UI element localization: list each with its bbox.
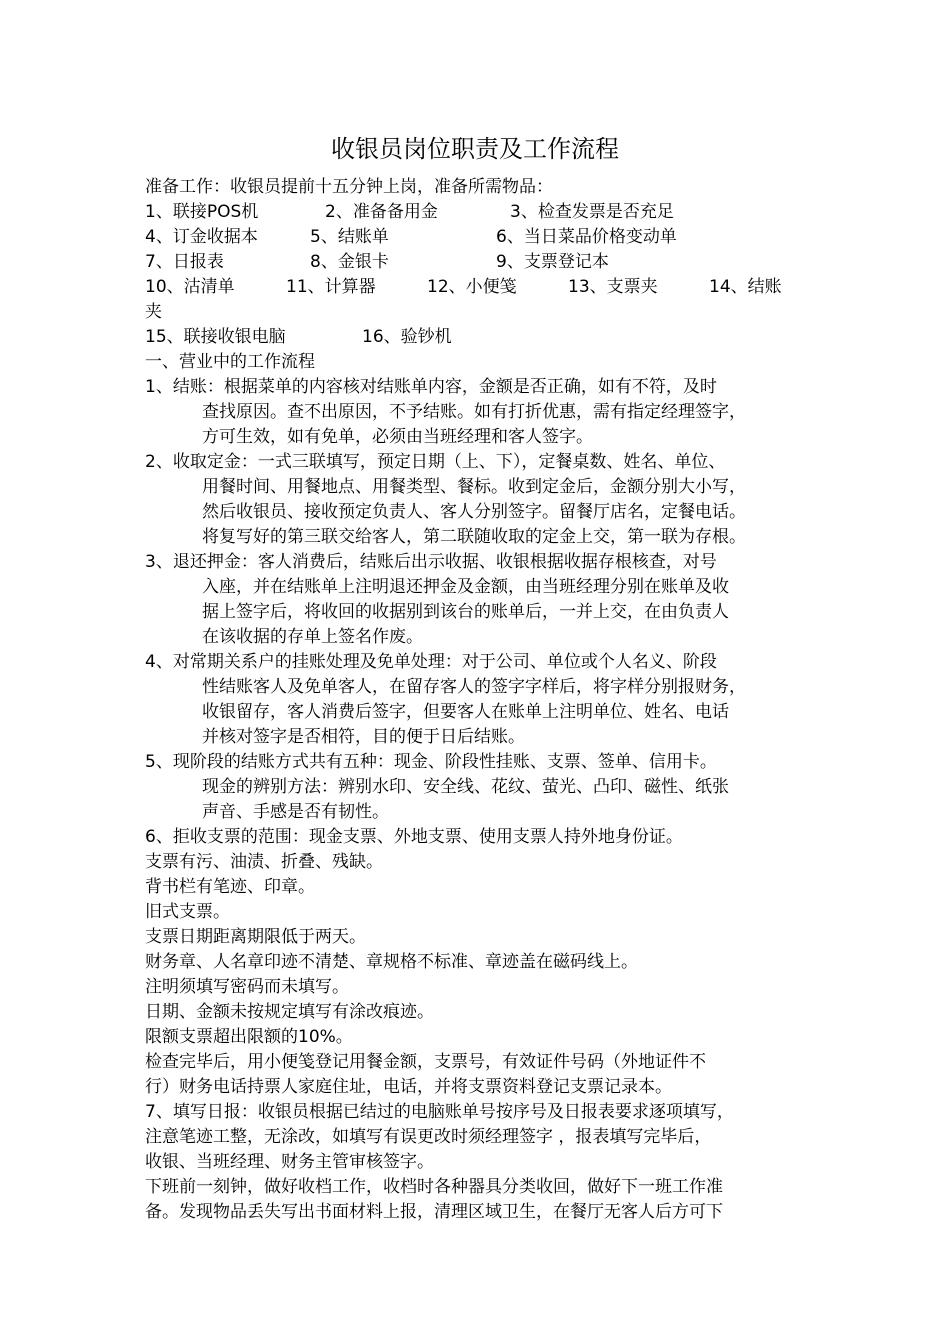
prep-item: 1、联接POS机 — [145, 202, 259, 222]
paragraph-line: 7、填写日报：收银员根据已结过的电脑账单号按序号及日报表要求逐项填写， — [145, 1102, 734, 1122]
paragraph-line: 2、收取定金：一式三联填写，预定日期（上、下），定餐桌数、姓名、单位、 — [145, 452, 726, 472]
paragraph-line: 限额支票超出限额的10%。 — [145, 1027, 353, 1047]
prep-item: 15、联接收银电脑 — [145, 327, 286, 347]
paragraph-line: 性结账客人及免单客人，在留存客人的签字字样后，将字样分别报财务， — [202, 677, 746, 697]
prep-item: 7、日报表 — [145, 252, 224, 272]
paragraph-line: 现金的辨别方法：辨别水印、安全线、花纹、萤光、凸印、磁性、纸张 — [202, 777, 729, 797]
paragraph-line: 注明须填写密码而未填写。 — [145, 977, 349, 997]
paragraph-line: 然后收银员、接收预定负责人、客人分别签字。留餐厅店名，定餐电话。 — [202, 502, 746, 522]
document-body — [145, 175, 815, 1225]
page-title: 收银员岗位职责及工作流程 — [331, 135, 619, 163]
prep-item: 10、沽清单 — [145, 277, 235, 297]
item-5 — [145, 750, 815, 825]
paragraph-line: 收银、当班经理、财务主管审核签字。 — [145, 1152, 434, 1172]
paragraph-line: 5、现阶段的结账方式共有五种：现金、阶段性挂账、支票、签单、信用卡。 — [145, 752, 717, 772]
prep-item: 8、金银卡 — [310, 252, 389, 272]
prep-row-4-wrap: 夹 — [145, 302, 162, 322]
prep-item: 9、支票登记本 — [496, 252, 609, 272]
prep-row-4 — [145, 275, 815, 300]
prep-row-2 — [145, 225, 815, 250]
item-2 — [145, 450, 815, 550]
paragraph-line: 支票有污、油渍、折叠、残缺。 — [145, 852, 383, 872]
paragraph-line: 下班前一刻钟，做好收档工作，收档时各种器具分类收回，做好下一班工作准 — [145, 1177, 723, 1197]
paragraph-line: 背书栏有笔迹、印章。 — [145, 877, 315, 897]
prep-item: 5、结账单 — [310, 227, 389, 247]
paragraph-line: 将复写好的第三联交给客人，第二联随收取的定金上交，第一联为存根。 — [202, 527, 746, 547]
paragraph-line: 在该收据的存单上签名作废。 — [202, 627, 423, 647]
prep-intro: 准备工作：收银员提前十五分钟上岗，准备所需物品： — [145, 177, 553, 197]
paragraph-line: 日期、金额未按规定填写有涂改痕迹。 — [145, 1002, 434, 1022]
prep-item: 16、验钞机 — [362, 327, 452, 347]
item-3 — [145, 550, 815, 650]
paragraph-line: 4、对常期关系户的挂账处理及免单处理：对于公司、单位或个人名义、阶段 — [145, 652, 717, 672]
item-7 — [145, 1100, 815, 1225]
paragraph-line: 注意笔迹工整，无涂改，如填写有误更改时须经理签字 ，报表填写完毕后， — [145, 1127, 712, 1147]
paragraph-line: 行）财务电话持票人家庭住址，电话，并将支票资料登记支票记录本。 — [145, 1077, 672, 1097]
paragraph-line: 6、拒收支票的范围：现金支票、外地支票、使用支票人持外地身份证。 — [145, 827, 683, 847]
paragraph-line: 旧式支票。 — [145, 902, 230, 922]
prep-item: 4、订金收据本 — [145, 227, 258, 247]
paragraph-line: 入座，并在结账单上注明退还押金及金额，由当班经理分别在账单及收 — [202, 577, 729, 597]
paragraph-line: 查找原因。查不出原因，不予结账。如有打折优惠，需有指定经理签字， — [202, 402, 746, 422]
paragraph-line: 备。发现物品丢失写出书面材料上报，清理区域卫生，在餐厅无客人后方可下 — [145, 1202, 723, 1222]
prep-item: 12、小便笺 — [427, 277, 517, 297]
paragraph-line: 用餐时间、用餐地点、用餐类型、餐标。收到定金后，金额分别大小写， — [202, 477, 746, 497]
paragraph-line: 方可生效，如有免单，必须由当班经理和客人签字。 — [202, 427, 593, 447]
prep-row-3 — [145, 250, 815, 275]
paragraph-line: 检查完毕后，用小便笺登记用餐金额，支票号，有效证件号码（外地证件不 — [145, 1052, 706, 1072]
paragraph-line: 支票日期距离期限低于两天。 — [145, 927, 366, 947]
prep-item: 11、计算器 — [286, 277, 376, 297]
item-6 — [145, 825, 815, 1100]
prep-item: 6、当日菜品价格变动单 — [496, 227, 677, 247]
prep-row-5 — [145, 325, 815, 350]
section-heading: 一、营业中的工作流程 — [145, 352, 315, 372]
paragraph-line: 财务章、人名章印迹不清楚、章规格不标准、章迹盖在磁码线上。 — [145, 952, 638, 972]
prep-item: 13、支票夹 — [568, 277, 658, 297]
prep-item: 3、检查发票是否充足 — [510, 202, 674, 222]
prep-item: 2、准备备用金 — [325, 202, 438, 222]
paragraph-line: 收银留存，客人消费后签字，但要客人在账单上注明单位、姓名、电话 — [202, 702, 729, 722]
paragraph-line: 1、结账：根据菜单的内容核对结账单内容，金额是否正确，如有不符，及时 — [145, 377, 717, 397]
paragraph-line: 据上签字后，将收回的收据别到该台的账单后，一并上交，在由负责人 — [202, 602, 729, 622]
prep-item: 14、结账 — [709, 277, 782, 297]
paragraph-line: 并核对签字是否相符，目的便于日后结账。 — [202, 727, 525, 747]
item-1 — [145, 375, 815, 450]
prep-row-1 — [145, 200, 815, 225]
paragraph-line: 3、退还押金：客人消费后，结账后出示收据、收银根据收据存根核查，对号 — [145, 552, 717, 572]
paragraph-line: 声音、手感是否有韧性。 — [202, 802, 389, 822]
item-4 — [145, 650, 815, 750]
